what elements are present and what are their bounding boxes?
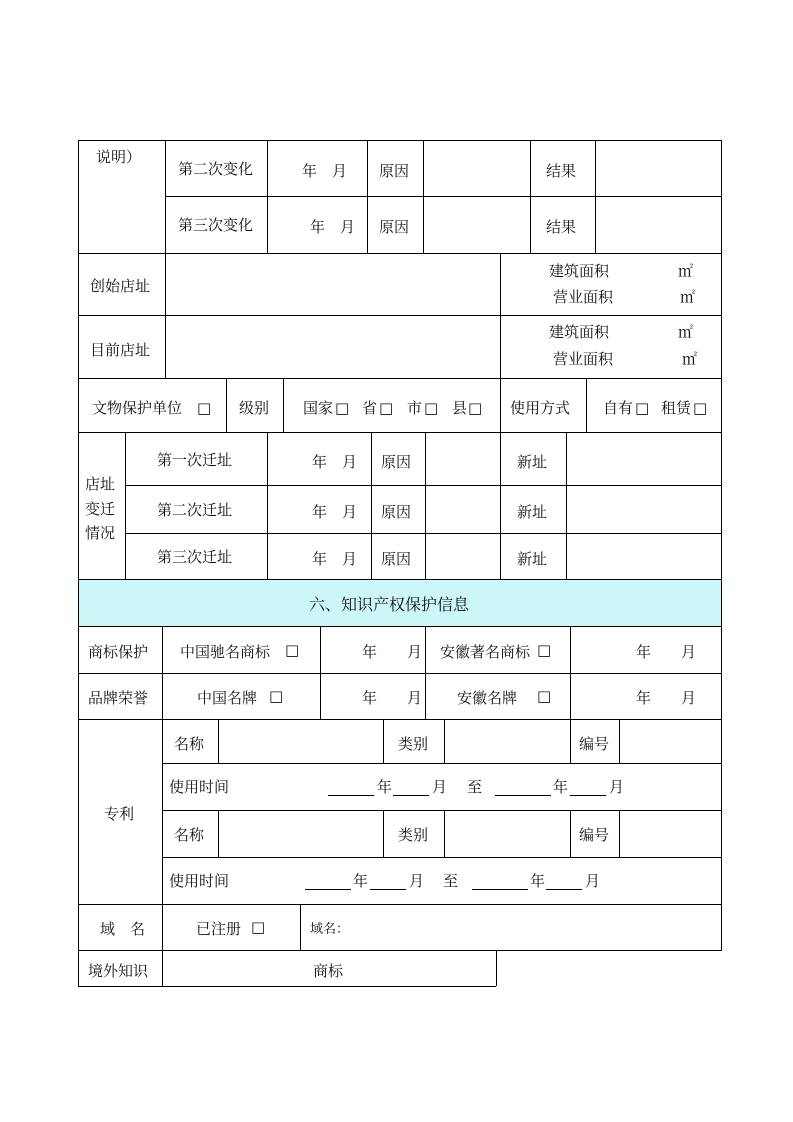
checkbox[interactable]: □ (379, 399, 394, 417)
rule (78, 140, 722, 141)
rule (218, 810, 219, 857)
year-label: 年 (377, 778, 393, 796)
rule (383, 719, 384, 763)
area-unit: ㎡ (682, 350, 698, 368)
business-area-label: 营业面积 (553, 350, 614, 368)
change-reason-label: 原因 (379, 162, 410, 180)
area-unit: ㎡ (678, 262, 694, 280)
patent-type-label: 类别 (398, 735, 429, 753)
rule (619, 810, 620, 857)
rule (78, 315, 722, 316)
checkbox[interactable]: □ (197, 399, 212, 417)
use-time-label: 使用时间 (169, 778, 230, 796)
current-address-label: 目前店址 (90, 341, 151, 359)
rule (78, 986, 496, 987)
change-result-label: 结果 (546, 218, 577, 236)
china-famous-trademark-label: 中国驰名商标 (180, 643, 271, 661)
level-label: 级别 (239, 399, 270, 417)
relocation-row-label: 第一次迁址 (157, 451, 233, 469)
checkbox[interactable]: □ (251, 918, 266, 936)
rule (162, 810, 722, 811)
rule (125, 485, 722, 486)
change-date: 年 月 (310, 218, 356, 236)
rule (367, 140, 368, 253)
usage-option: 租赁 (661, 399, 692, 417)
level-option: 国家 (303, 399, 334, 417)
change-label: 第三次变化 (178, 216, 254, 234)
year-label: 年 (553, 778, 569, 796)
relocation-date: 年 月 (312, 550, 358, 568)
brand-honor-label: 品牌荣誉 (88, 689, 149, 707)
month-label: 月 (409, 872, 425, 890)
anhui-famous-trademark-label: 安徽著名商标 (440, 643, 531, 661)
rule (165, 253, 166, 378)
trademark-protection-label: 商标保护 (88, 643, 149, 661)
checkbox[interactable]: □ (285, 641, 300, 659)
use-time-label: 使用时间 (169, 872, 230, 890)
rule (78, 253, 722, 254)
month-label: 月 (609, 778, 625, 796)
rule (165, 140, 166, 253)
rule (283, 378, 284, 432)
domain-name-label: 域名： (310, 922, 350, 937)
checkbox[interactable]: □ (537, 641, 552, 659)
relocation-label-line: 变迁 (85, 500, 116, 518)
section-title: 六、知识产权保护信息 (309, 595, 470, 614)
checkbox[interactable]: □ (693, 399, 708, 417)
to-label: 至 (443, 872, 459, 890)
year-label: 年 (353, 872, 369, 890)
blank-underline (546, 889, 582, 890)
area-unit: ㎡ (680, 288, 696, 306)
usage-label: 使用方式 (510, 399, 571, 417)
checkbox[interactable]: □ (269, 687, 284, 705)
month-label: 月 (585, 872, 601, 890)
patent-label: 专利 (104, 805, 135, 823)
patent-number-label: 编号 (579, 735, 610, 753)
patent-type-label: 类别 (398, 826, 429, 844)
checkbox[interactable]: □ (335, 399, 350, 417)
rule (162, 719, 163, 904)
rule (383, 810, 384, 857)
rule (218, 719, 219, 763)
new-address-label: 新址 (517, 453, 548, 471)
relocation-label-line: 情况 (85, 524, 116, 542)
rule (300, 904, 301, 950)
rule (566, 432, 567, 579)
blank-underline (370, 889, 406, 890)
rule (371, 432, 372, 579)
trademark-date: 年 月 (362, 643, 423, 661)
rule (425, 432, 426, 579)
rule (226, 378, 227, 432)
patent-name-label: 名称 (174, 826, 205, 844)
rule (162, 857, 722, 858)
rule (78, 378, 722, 379)
founding-address-label: 创始店址 (90, 277, 151, 295)
building-area-label: 建筑面积 (549, 262, 610, 280)
rule (500, 253, 501, 378)
rule (320, 626, 321, 719)
checkbox[interactable]: □ (635, 399, 650, 417)
rule (78, 904, 722, 905)
relocation-date: 年 月 (312, 503, 358, 521)
overseas-ip-label: 境外知识 (88, 962, 149, 980)
rule (78, 719, 722, 720)
rule (586, 378, 587, 432)
relocation-label-line: 店址 (85, 475, 116, 493)
relocation-row-label: 第二次迁址 (157, 501, 233, 519)
rule (500, 378, 501, 432)
rule (125, 432, 126, 579)
rule (570, 626, 571, 719)
relocation-reason-label: 原因 (381, 453, 412, 471)
blank-underline (305, 889, 351, 890)
change-reason-label: 原因 (379, 218, 410, 236)
anhui-famous-brand-label: 安徽名牌 (457, 689, 518, 707)
change-result-label: 结果 (546, 162, 577, 180)
level-option: 县 (452, 399, 468, 417)
change-date: 年 月 (302, 162, 348, 180)
rule (500, 432, 501, 579)
relic-unit-label: 文物保护单位 (92, 399, 183, 417)
relocation-date: 年 月 (312, 453, 358, 471)
rule (444, 810, 445, 857)
patent-number-label: 编号 (579, 826, 610, 844)
rule (78, 950, 722, 951)
level-option: 省 (362, 399, 378, 417)
rule (570, 719, 571, 763)
month-label: 月 (432, 778, 448, 796)
rule (721, 140, 722, 951)
relocation-reason-label: 原因 (381, 550, 412, 568)
relocation-row-label: 第三次迁址 (157, 548, 233, 566)
brand-date: 年 月 (636, 689, 697, 707)
overseas-trademark-label: 商标 (313, 962, 344, 980)
trademark-date: 年 月 (636, 643, 697, 661)
brand-date: 年 月 (362, 689, 423, 707)
relocation-reason-label: 原因 (381, 503, 412, 521)
blank-underline (328, 795, 374, 796)
rule (496, 950, 497, 986)
rule (530, 140, 531, 253)
rule (78, 140, 79, 986)
new-address-label: 新址 (517, 503, 548, 521)
building-area-label: 建筑面积 (549, 323, 610, 341)
patent-name-label: 名称 (174, 735, 205, 753)
rule (162, 904, 163, 986)
rule (162, 763, 722, 764)
rule (162, 626, 163, 719)
checkbox[interactable]: □ (537, 687, 552, 705)
domain-registered-label: 已注册 (196, 920, 242, 938)
to-label: 至 (467, 778, 483, 796)
blank-underline (570, 795, 606, 796)
rule (267, 432, 268, 579)
rule (423, 140, 424, 253)
china-famous-brand-label: 中国名牌 (197, 689, 258, 707)
rule (125, 533, 722, 534)
rule (619, 719, 620, 763)
checkbox[interactable]: □ (424, 399, 439, 417)
rule (425, 626, 426, 719)
rule (78, 626, 722, 627)
rule (165, 196, 722, 197)
year-label: 年 (530, 872, 546, 890)
rule (595, 140, 596, 253)
blank-underline (495, 795, 551, 796)
business-area-label: 营业面积 (553, 288, 614, 306)
blank-underline (393, 795, 429, 796)
level-option: 市 (407, 399, 423, 417)
rule (267, 140, 268, 253)
rule (78, 432, 722, 433)
checkbox[interactable]: □ (468, 399, 483, 417)
rule (444, 719, 445, 763)
rule (78, 673, 722, 674)
remark-label: 说明） (96, 148, 142, 166)
usage-option: 自有 (603, 399, 634, 417)
domain-row-label: 域 名 (100, 920, 146, 938)
area-unit: ㎡ (678, 323, 694, 341)
new-address-label: 新址 (517, 550, 548, 568)
rule (570, 810, 571, 857)
blank-underline (472, 889, 528, 890)
change-label: 第二次变化 (178, 160, 254, 178)
